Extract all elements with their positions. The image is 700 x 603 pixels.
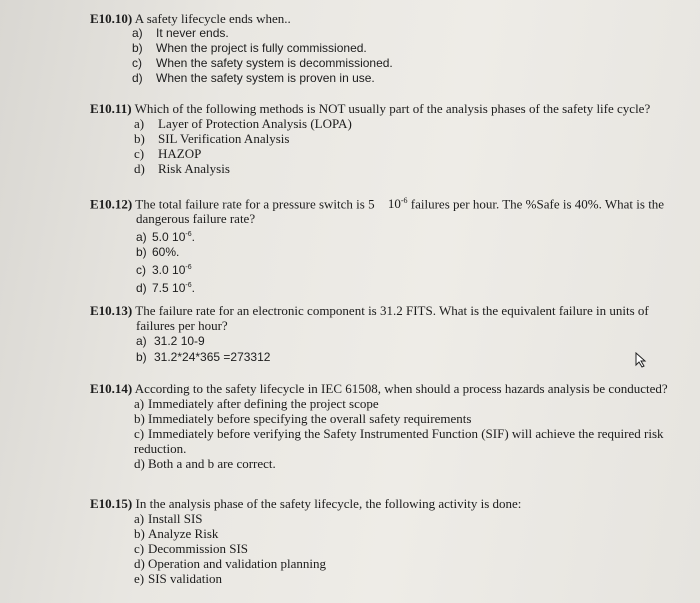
option-d: d) 7.5 $10^{-6}$. — [136, 281, 195, 296]
option-c: c) HAZOP — [134, 146, 202, 161]
option-b: b) SIL Verification Analysis — [134, 131, 290, 146]
question-e10-13 — [90, 303, 649, 365]
option-b: b) Immediately before specifying the overall safety requirements — [134, 411, 472, 426]
option-c: c) 3.0 $10^{-6}$ — [136, 263, 192, 278]
option-a: a) It never ends. — [132, 26, 229, 40]
question-text: A safety lifecycle ends when.. — [134, 11, 291, 26]
question-stem — [90, 11, 393, 26]
option-a: a) 5.0 $10^{-6}$. — [136, 230, 195, 245]
option-b: b) When the project is fully commissioned. — [132, 41, 367, 55]
option-b: b) 31.2*24*365 =273312 — [136, 350, 271, 364]
question-number: E10.14) — [90, 381, 133, 396]
question-number: E10.10) — [90, 11, 133, 26]
question-stem — [90, 101, 650, 116]
question-e10-14 — [90, 381, 668, 471]
option-d: d) Both a and b are correct. — [134, 456, 276, 471]
option-e: e) SIS validation — [134, 571, 223, 586]
option-d: d) Risk Analysis — [134, 161, 230, 176]
question-text: Which of the following methods is NOT usually part of the analysis phases of the safety life cycle? — [134, 101, 651, 116]
question-stem — [90, 496, 521, 511]
question-stem — [90, 381, 668, 396]
option-a: a) Immediately after defining the project scope — [134, 396, 379, 411]
mouse-pointer-icon — [634, 352, 648, 368]
question-number: E10.11) — [90, 101, 132, 116]
question-number: E10.15) — [90, 496, 133, 511]
option-c: c) Decommission SIS — [134, 541, 249, 556]
question-text: The failure rate for an electronic component is 31.2 FITS. What is the equivalent failure in units of — [135, 303, 649, 318]
option-a: a) Layer of Protection Analysis (LOPA) — [134, 116, 352, 131]
question-text: In the analysis phase of the safety lifecycle, the following activity is done: — [135, 496, 522, 511]
question-e10-10 — [90, 11, 393, 86]
question-number: E10.13) — [90, 303, 133, 318]
option-a: a) 31.2 10-9 — [136, 334, 205, 348]
option-c: c) Immediately before verifying the Safety Instrumented Function (SIF) will achieve the required risk — [134, 426, 664, 441]
question-stem: E10.12) The total failure rate for a pressure switch is 5 $10^{-6}$ failures per hour. The %Safe is 40%. What is the — [90, 196, 665, 212]
question-text-continued: dangerous failure rate? — [136, 211, 256, 227]
option-d: d) When the safety system is proven in use. — [132, 71, 375, 85]
question-text-continued: failures per hour? — [136, 318, 228, 333]
question-stem — [90, 303, 649, 318]
question-text: The total failure rate for a pressure switch is 5 — [135, 196, 375, 212]
question-text: According to the safety lifecycle in IEC 61508, when should a process hazards analysis be conducted? — [134, 381, 668, 396]
option-b: b) 60%. — [136, 245, 180, 260]
question-e10-11 — [90, 101, 650, 176]
option-c: c) When the safety system is decommissioned. — [132, 56, 393, 70]
option-c-continued: reduction. — [134, 441, 187, 456]
question-number: E10.12) — [90, 196, 133, 212]
option-d: d) Operation and validation planning — [134, 556, 326, 571]
question-e10-12 — [90, 193, 664, 296]
option-a: a) Install SIS — [134, 511, 203, 526]
question-e10-15 — [90, 496, 521, 586]
option-b: b) Analyze Risk — [134, 526, 219, 541]
